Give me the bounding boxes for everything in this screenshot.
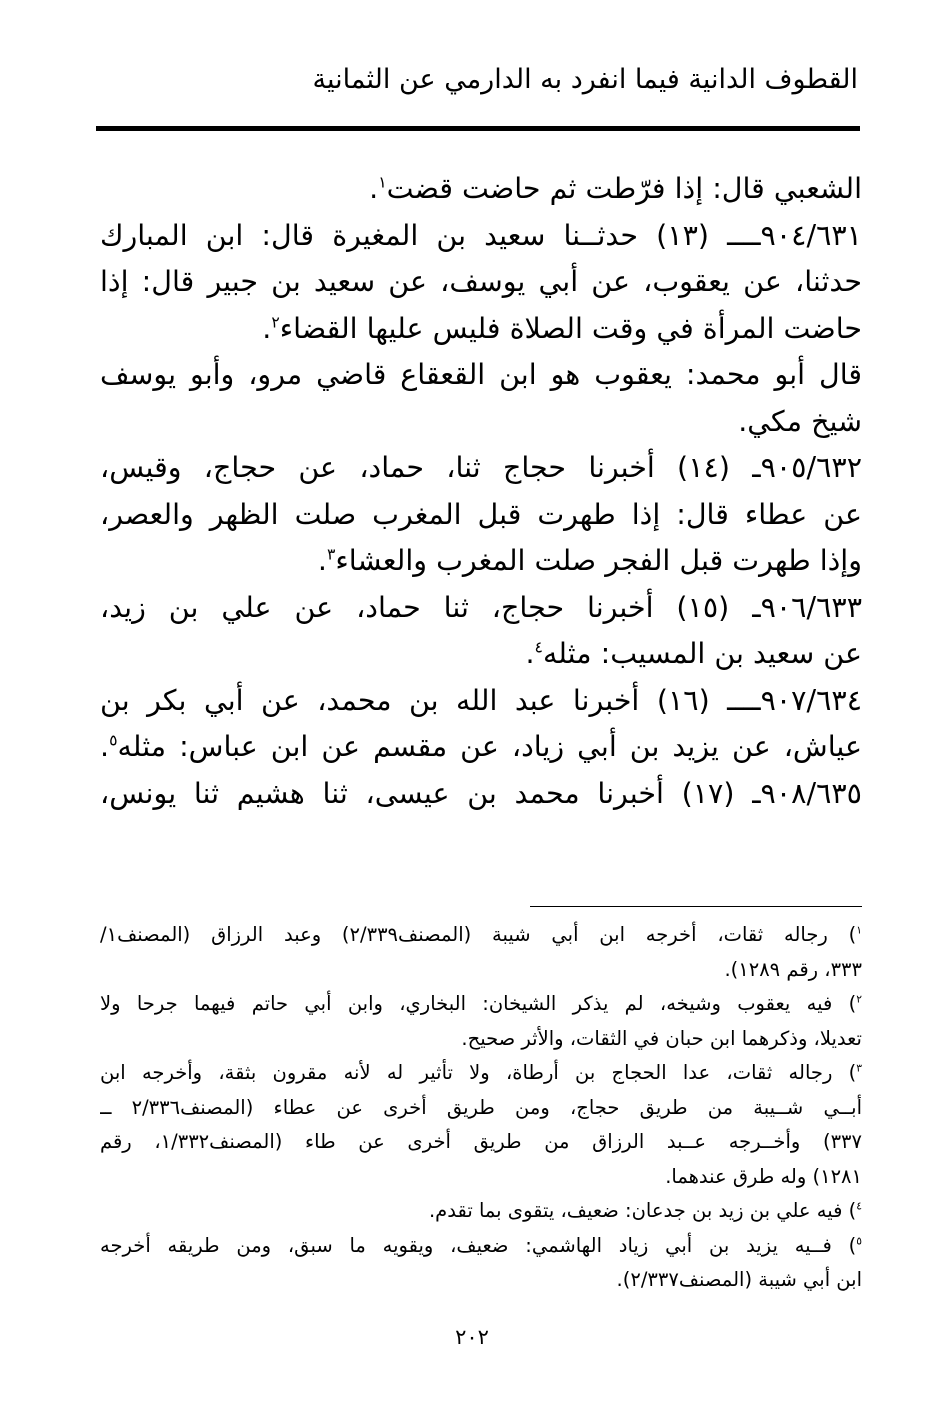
line-text: ٩٠٧/٦٣٤ــــ (١٦) أخبرنا عبد الله بن محمد، عن أبي بكر بن	[100, 683, 862, 717]
footnote-line	[100, 1022, 862, 1057]
text-line	[100, 538, 862, 585]
footnote-line	[100, 1194, 862, 1229]
footnote-number: ١	[856, 923, 862, 937]
footnote-text: تعديلا، وذكرهما ابن حبان في الثقات، والأثر صحيح.	[461, 1026, 862, 1050]
text-line	[100, 771, 862, 818]
text-line	[100, 352, 862, 399]
text-line	[100, 259, 862, 306]
footnote-text: ١٢٨١) وله طرق عندهما.	[665, 1164, 862, 1188]
line-end-punct: .	[262, 311, 272, 345]
line-text: شيخ مكي.	[738, 404, 862, 438]
footnote-text: ٣٣٣، رقم ١٢٨٩).	[724, 957, 862, 981]
footnote-line	[100, 1091, 862, 1126]
page-number: ٢٠٢	[455, 1325, 489, 1349]
text-line	[100, 166, 862, 213]
line-text: ٩٠٦/٦٣٣ـ (١٥) أخبرنا حجاج، ثنا حماد، عن علي بن زيد،	[100, 590, 862, 624]
footnote-text: ابن أبي شيبة (المصنف٢/٣٣٧).	[616, 1268, 862, 1291]
footnote	[100, 1229, 862, 1298]
footnote-text: ) رجاله ثقات، عدا الحجاج بن أرطاة، ولا تأثير له لأنه مقرون بثقة، وأخرجه ابن	[100, 1061, 857, 1084]
text-line	[100, 724, 862, 771]
footnote-ref: ٤	[534, 637, 543, 657]
line-text: ٩٠٨/٦٣٥ـ (١٧) أخبرنا محمد بن عيسى، ثنا هشيم ثنا يونس،	[100, 776, 862, 810]
text-line	[100, 306, 862, 353]
text-line	[100, 445, 862, 492]
text-line	[100, 585, 862, 632]
text-line	[100, 492, 862, 539]
text-line	[100, 213, 862, 260]
footnote-line	[100, 1160, 862, 1195]
footnote-text: ٣٣٧) وأخــرجه عــبد الرزاق من طريق أخرى عن طاء (المصنف١/٣٣٢، رقم	[100, 1130, 862, 1153]
footnote-ref: ٣	[326, 544, 336, 564]
footnote-ref: ٥	[109, 730, 118, 750]
text-line	[100, 399, 862, 446]
line-text: حدثنا، عن يعقوب، عن أبي يوسف، عن سعيد بن جبير قال: إذا	[100, 265, 862, 298]
footnote-line	[100, 1263, 862, 1298]
line-text: حاضت المرأة في وقت الصلاة فليس عليها القضاء	[279, 311, 862, 345]
text-line	[100, 631, 862, 678]
footnote-line	[100, 1056, 862, 1091]
footnote-text: ) رجاله ثقات، أخرجه ابن أبي شيبة (المصنف٢/٣٣٩) وعبد الرزاق (المصنف١/	[100, 923, 857, 946]
footnote-ref: ١	[378, 172, 387, 192]
line-text: عن سعيد بن المسيب: مثله	[542, 637, 862, 670]
footnote-text: ) فــيه يزيد بن أبي زياد الهاشمي: ضعيف، ويقويه ما سبق، ومن طريقه أخرجه	[100, 1233, 857, 1257]
footnote-line	[100, 1229, 862, 1264]
line-text: ٩٠٤/٦٣١ــــ (١٣) حدثــنا سعيد بن المغيرة قال: ابن المبارك	[100, 218, 862, 252]
footnote	[100, 1194, 862, 1229]
footnote	[100, 1056, 862, 1194]
footnote-number: ٤	[856, 1199, 862, 1213]
line-text: قال أبو محمد: يعقوب هو ابن القعقاع قاضي مرو، وأبو يوسف	[100, 358, 862, 391]
footnotes	[100, 918, 862, 1298]
line-text: وإذا طهرت قبل الفجر صلت المغرب والعشاء	[335, 544, 862, 577]
line-end-punct: .	[317, 544, 327, 577]
footnote-text: ) فيه يعقوب وشيخه، لم يذكر الشيخان: البخاري، وابن أبي حاتم فيهما جرحا ولا	[100, 992, 857, 1015]
line-end-punct: .	[369, 172, 379, 205]
text-line	[100, 678, 862, 725]
footnote-text: ) فيه علي بن زيد بن جدعان: ضعيف، يتقوى بما تقدم.	[428, 1199, 857, 1222]
footnote-line	[100, 1125, 862, 1160]
main-text	[100, 166, 862, 817]
line-text: عياش، عن يزيد بن أبي زياد، عن مقسم عن ابن عباس: مثله	[117, 730, 862, 763]
line-end-punct: .	[100, 730, 110, 763]
footnote-ref: ٢	[271, 312, 280, 331]
line-text: الشعبي قال: إذا فرّطت ثم حاضت قضت	[386, 172, 862, 205]
footnote-divider	[530, 906, 862, 907]
line-text: ٩٠٥/٦٣٢ـ (١٤) أخبرنا حجاج ثنا، حماد، عن حجاج، وقيس،	[100, 451, 862, 484]
footnote-number: ٣	[856, 1061, 862, 1075]
footnote-line	[100, 953, 862, 988]
line-text: عن عطاء قال: إذا طهرت قبل المغرب صلت الظهر والعصر،	[100, 497, 862, 531]
header-divider	[96, 126, 860, 131]
footnote-number: ٢	[856, 992, 862, 1006]
footnote-line	[100, 918, 862, 953]
footnote-line	[100, 987, 862, 1022]
footnote-number: ٥	[856, 1234, 862, 1247]
footnote-text: أبــي شــيبة من طريق حجاج، ومن طريق أخرى عن عطاء (المصنف٢/٣٣٦ ــ	[100, 1095, 862, 1119]
line-end-punct: .	[525, 637, 535, 670]
running-header-title: القطوف الدانية فيما انفرد به الدارمي عن الثمانية	[312, 64, 858, 95]
footnote	[100, 918, 862, 987]
footnote	[100, 987, 862, 1056]
